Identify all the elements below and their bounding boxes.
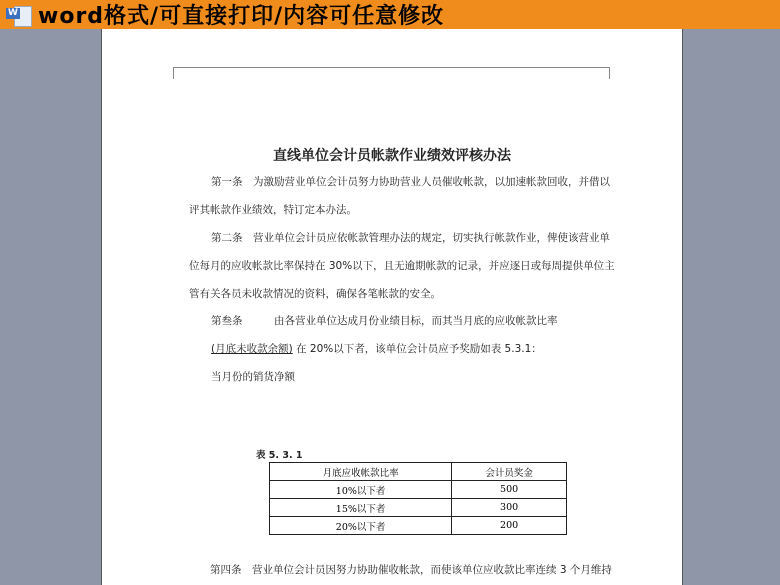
- line-rest: 在 20%以下者，该单位会计员应予奖励如表 5.3.1：: [296, 343, 542, 355]
- table-row: [270, 499, 567, 517]
- table-header: 月底应收帐款比率: [270, 463, 452, 481]
- table-row: [270, 481, 567, 499]
- header-corner-mark-left: [173, 67, 175, 79]
- table-cell: 300: [452, 499, 567, 517]
- table-cell: 15%以下者: [270, 499, 452, 517]
- table-label: 表 5. 3. 1: [256, 450, 303, 461]
- banner-text: word格式/可直接打印/内容可任意修改: [38, 4, 445, 29]
- paragraph-line: 第一条 为激励营业单位会计员努力协助营业人员催收帐款，以加速帐款回收，并借以: [211, 176, 610, 188]
- paragraph-line: 评其帐款作业绩效，特订定本办法。: [189, 204, 357, 216]
- paragraph-line: 第叁条 由各营业单位达成月份业绩目标，而其当月底的应收帐款比率: [211, 315, 558, 327]
- table-header: 会计员奖金: [452, 463, 567, 481]
- table-cell: 10%以下者: [270, 481, 452, 499]
- table-header-row: [270, 463, 567, 481]
- paragraph-line: 第四条 营业单位会计员因努力协助催收帐款，而使该单位应收款比率连续 3 个月维持: [210, 564, 612, 576]
- paragraph-line: 位每月的应收帐款比率保持在 30%以下，且无逾期帐款的记录，并应逐日或每周提供单位主: [189, 260, 615, 272]
- paragraph-line: [211, 341, 542, 356]
- table-cell: 20%以下者: [270, 517, 452, 535]
- table-cell: 200: [452, 517, 567, 535]
- table-row: [270, 517, 567, 535]
- banner: [0, 0, 780, 29]
- document-title: 直线单位会计员帐款作业绩效评核办法: [273, 148, 511, 164]
- paragraph-line: 当月份的销货净额: [211, 371, 295, 383]
- header-line: [173, 67, 609, 68]
- table-cell: 500: [452, 481, 567, 499]
- paragraph-line: 管有关各员未收款情况的资料，确保各笔帐款的安全。: [189, 288, 441, 300]
- word-document-icon: W: [6, 4, 32, 26]
- header-corner-mark-right: [609, 67, 610, 79]
- paragraph-line: 第二条 营业单位会计员应依帐款管理办法的规定，切实执行帐款作业，俾使该营业单: [211, 232, 610, 244]
- underlined-term: (月底未收款余额): [211, 343, 293, 355]
- document-page: [101, 29, 683, 585]
- bonus-table: [269, 462, 567, 535]
